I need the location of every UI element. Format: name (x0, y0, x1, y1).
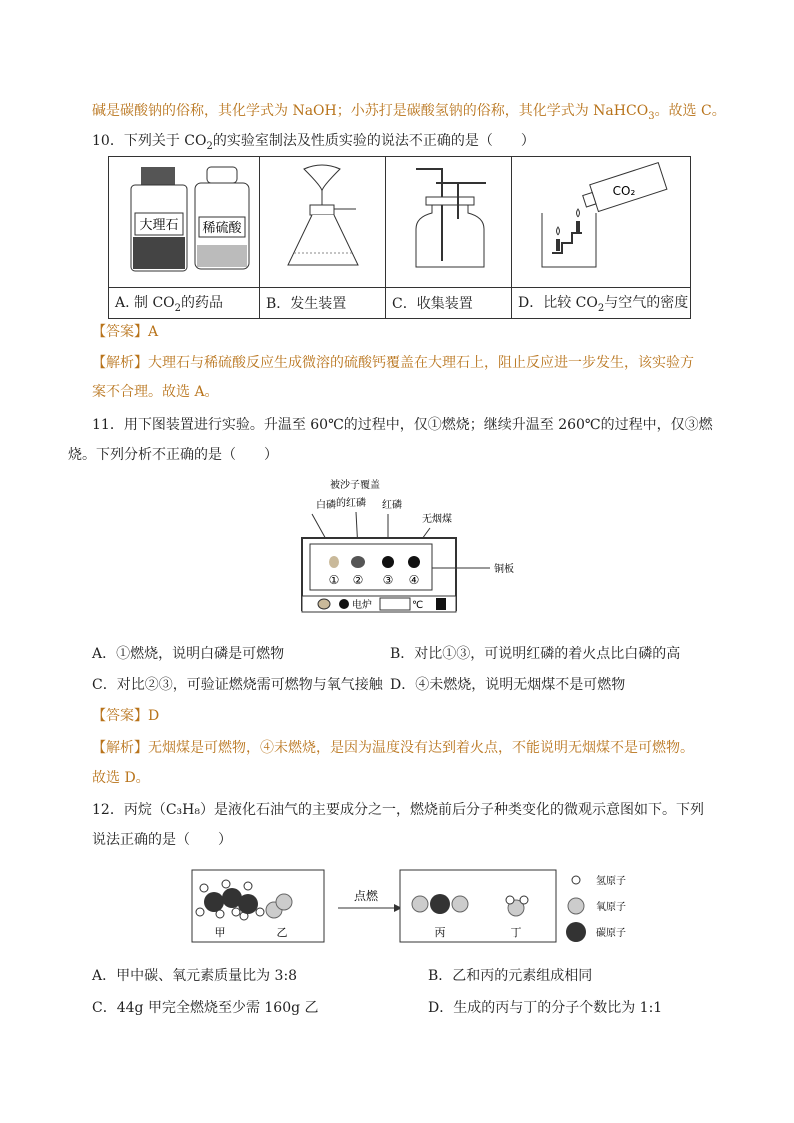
o-atom (412, 896, 428, 912)
q10-cell-a (109, 157, 260, 288)
co2-label: CO₂ (612, 184, 636, 198)
h-atom (506, 896, 514, 904)
q11-opt-b: B．对比①③，可说明红磷的着火点比白磷的高 (390, 646, 681, 662)
rubber-stopper (310, 205, 334, 215)
flame-high-icon (577, 209, 580, 217)
q10-stem: 10．下列关于 $CO_2$的实验室制法及性质实验的说法不正确的是（ ） (92, 133, 535, 152)
c-atom (430, 894, 450, 914)
q12-figure (190, 864, 650, 948)
collector-figure (386, 157, 511, 283)
candle-low (556, 239, 560, 251)
num-2: ② (352, 573, 364, 587)
num-3: ③ (382, 573, 394, 587)
h-atom (256, 908, 264, 916)
q10-answer: 【答案】A (92, 324, 159, 340)
label-bing: 丙 (434, 926, 446, 939)
cap-d: D．比较 $CO_2$与空气的密度 (512, 288, 691, 319)
label-plate: 铜板 (494, 564, 514, 575)
q12-stem-2: 说法正确的是（ ） (92, 832, 232, 848)
q10-figure-table (108, 156, 691, 319)
q11-figure (290, 472, 520, 620)
q10-cell-d (512, 157, 691, 288)
q12-opt-a: A．甲中碳、氧元素质量比为 3:8 (92, 968, 298, 984)
c-atom (204, 892, 224, 912)
anthracite (408, 556, 420, 568)
knob-dark-icon (339, 599, 349, 609)
jar1-label: 大理石 (139, 218, 179, 233)
reagent-jars-figure (109, 157, 259, 283)
h-atom (520, 896, 528, 904)
label-covered-1: 被沙子覆盖 (330, 480, 380, 491)
cap-b: B．发生装置 (260, 288, 386, 319)
bottle-stopper (426, 197, 474, 205)
q12-opt-d: D．生成的丙与丁的分子个数比为 1:1 (428, 1000, 663, 1016)
q11-stem-2: 烧。下列分析不正确的是（ ） (68, 447, 278, 463)
q10-analysis-2: 案不合理。故选 A。 (92, 384, 219, 400)
o-atom (452, 896, 468, 912)
label-jia: 甲 (214, 926, 226, 939)
cap-a: A. 制 $CO_2$的药品 (109, 288, 260, 319)
cap-c: C．收集装置 (386, 288, 512, 319)
q11-opt-d: D．④未燃烧，说明无烟煤不是可燃物 (390, 677, 626, 693)
candle-high (576, 221, 580, 233)
legend-c: 碳原子 (596, 928, 626, 939)
label-coal: 无烟煤 (422, 514, 452, 525)
o-atom (276, 894, 292, 910)
h-atom (216, 910, 224, 918)
red-phosphorus (382, 556, 394, 568)
flame-low-icon (557, 227, 560, 235)
q11-answer: 【答案】D (92, 708, 160, 724)
covered-red-phosphorus (351, 556, 365, 568)
q11-opt-a: A．①燃烧，说明白磷是可燃物 (92, 646, 285, 662)
jar2-contents (197, 245, 247, 267)
label-covered-2: 的红磷 (336, 498, 366, 509)
density-figure (512, 157, 690, 283)
jar1-contents (133, 237, 185, 269)
legend-c-icon (566, 922, 586, 942)
funnel-icon (304, 165, 340, 191)
num-1: ① (328, 573, 340, 587)
temp-display (380, 598, 410, 610)
label-ding: 丁 (510, 926, 522, 939)
generator-figure (260, 157, 385, 283)
temp-unit: ℃ (412, 600, 424, 611)
h-atom (222, 880, 230, 888)
legend-h-icon (572, 876, 580, 884)
h-atom (244, 882, 252, 890)
legend-h: 氢原子 (596, 876, 626, 887)
q11-analysis-1: 【解析】无烟煤是可燃物，④未燃烧，是因为温度没有达到着火点，不能说明无烟煤不是可燃物。 (92, 740, 694, 756)
beaker (542, 213, 596, 267)
q11-analysis-2: 故选 D。 (92, 770, 150, 786)
gas-bottle (416, 205, 484, 267)
label-red-p: 红磷 (382, 500, 402, 511)
intro-line: 碱是碳酸钠的俗称，其化学式为 NaOH；小苏打是碳酸氢钠的俗称，其化学式为 NaHCO$_3$。故选 C。 (92, 103, 726, 122)
h-atom (196, 908, 204, 916)
switch-icon (436, 598, 446, 610)
legend-o: 氧原子 (596, 902, 626, 913)
q12-opt-b: B．乙和丙的元素组成相同 (428, 968, 593, 984)
h-atom (200, 884, 208, 892)
q11-opt-c: C．对比②③，可验证燃烧需可燃物与氧气接触 (92, 677, 383, 693)
num-4: ④ (408, 573, 420, 587)
label-yi: 乙 (276, 926, 288, 939)
jar2-label: 稀硫酸 (202, 221, 242, 236)
label-white-p: 白磷 (316, 500, 336, 511)
arrow-label: 点燃 (353, 889, 379, 903)
q12-opt-c: C．44g 甲完全燃烧至少需 160g 乙 (92, 1000, 319, 1016)
q11-stem-1: 11．用下图装置进行实验。升温至 60℃的过程中，仅①燃烧；继续升温至 260℃的过程中，仅③燃 (92, 417, 713, 433)
h-atom (232, 908, 240, 916)
stove-label: 电炉 (352, 600, 372, 611)
q10-cell-c (386, 157, 512, 288)
q12-stem-1: 12．丙烷（C₃H₈）是液化石油气的主要成分之一，燃烧前后分子种类变化的微观示意图如下。下列 (92, 802, 704, 818)
knob-light-icon (318, 599, 330, 609)
q10-analysis-1: 【解析】大理石与稀硫酸反应生成微溶的硫酸钙覆盖在大理石上，阻止反应进一步发生，该实验方 (92, 355, 694, 371)
jar1-stopper (141, 167, 175, 185)
legend-o-icon (568, 898, 584, 914)
white-phosphorus (329, 556, 339, 568)
q10-cell-b (260, 157, 386, 288)
jar2-stopper (207, 167, 237, 183)
c-atom (238, 894, 258, 914)
conical-flask (288, 215, 358, 265)
